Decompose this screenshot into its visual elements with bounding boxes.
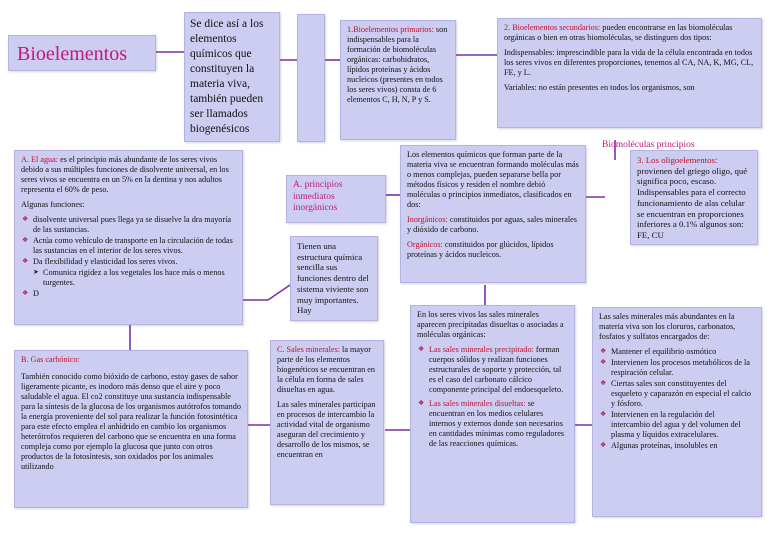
agua-item: ❖ Da flexibilidad y elasticidad los seres vivos. [33, 257, 236, 267]
agua-item: ❖ Actúa como vehículo de transporte en la circulación de todas las sustancias en el interior de los seres vivos. [33, 236, 236, 256]
agua-text: es el principio más abundante de los seres vivos debido a sus múltiples funciones de disolvente universal, en los seres vivos se encuentra en un 5% en la dentina y nos adultos representa el 60% de peso. [21, 155, 229, 194]
agua-heading: A. El agua: [21, 155, 59, 164]
principios-box [400, 145, 586, 283]
inorganicos-text: constituidos por aguas, sales minerales y dióxido de carbono. [407, 215, 577, 234]
precip-label: Las sales minerales precipitado: [429, 345, 534, 354]
sales-text: la mayor parte de los elementos biogenéticos se encuentran en la célula en forma de sales disueltas en agua. [277, 345, 375, 394]
biomoleculas-label: Biomoléculas principios [602, 140, 695, 150]
primarios-text: son indispensables para la formación de biomoléculas orgánicas: carbohidratos, lípidos proteínas y ácidos nucleicos (presentes en todos los seres vivos) consta de 6 elementos C, H, N, P y S. [347, 25, 448, 104]
sales-abund-item: ❖ Mantener el equilibrio osmótico [611, 347, 755, 357]
precip-text: forman cuerpos sólidos y realizan funciones estructurales de soporte y protección, tal es el caso del carbonato cálcico componente principal del endoesqueleto. [429, 345, 564, 394]
tienen-box [290, 236, 378, 321]
page-title: Bioelementos [17, 43, 127, 65]
sales-text2: Las sales minerales participan en procesos de intercambio la actividad vital de organismo aseguran del crecimiento y desarrollo de los mismos, se encuentran en [277, 400, 376, 459]
primarios-box [340, 20, 456, 140]
primarios-heading: 1.Bioelementos primarios: [347, 25, 434, 34]
oligo-box [630, 150, 758, 245]
intro-box [184, 12, 280, 142]
oligo-heading: 3. Los oligoelementos: [637, 155, 718, 165]
agua-item: ❖ disolvente universal pues llega ya se disuelve la dra mayoría de las sustancias. [33, 215, 236, 235]
agua-funciones-label: Algunas funciones: [21, 200, 85, 209]
secundarios-indispensables: Indispensables: imprescindible para la vida de la célula encontrada en todos los seres vivos en diferentes proporciones, tenemos al CA, NA, K, MG, CL, FE, y L. [504, 48, 754, 77]
inorganicos-label: Inorgánicos: [407, 215, 448, 224]
secundarios-box [497, 18, 762, 128]
gas-box [14, 350, 248, 508]
agua-list [21, 215, 236, 299]
agua-box [14, 150, 243, 325]
agua-subitem: ➤ Comunica rigidez a los vegetales los hace más o menos turgentes. [43, 268, 236, 288]
disueltas-text: se encuentran en los medios celulares internos y externos donde son necesarios en cantidades mínimas como reguladores de las reacciones químicas. [429, 399, 565, 448]
sales-abund-item: ❖ Algunas proteínas, insolubles en [611, 441, 755, 451]
sales-vivos-intro: En los seres vivos las sales minerales aparecen precipitadas disueltas o asociadas a moléculas orgánicas: [417, 310, 564, 339]
sales-abund-list [599, 347, 755, 451]
sales-abund-item: ❖ Intervienen los procesos metabólicos de la respiración celular. [611, 358, 755, 378]
sales-abund-box [592, 307, 762, 517]
sales-vivos-item [429, 399, 568, 449]
principios-text: Los elementos químicos que forman parte de la materia viva se encuentran formando moléculas más o menos complejas, pueden separarse bella por métodos físicos y residen el nombre debió moléculas o principios inmediatos, clasificados en dos: [407, 150, 579, 209]
sales-vivos-box [410, 305, 575, 523]
sales-box [270, 340, 384, 505]
secundarios-text: pueden encontrarse en las biomoléculas orgánicas o bien en otras biomoléculas, se distinguen dos tipos: [504, 23, 733, 42]
oligo-text: provienen del griego oligo, qué significa poco, escaso. Indispensables para el correcto funcionamiento de alas celular se encuentran en proporciones inferiores a 0.1% algunos son: FE, CU [637, 165, 748, 241]
sales-abund-item: ❖ Intervienen en la regulación del intercambio del agua y del volumen del plasma y líquidos extracelulares. [611, 410, 755, 440]
sales-vivos-list [417, 345, 568, 449]
organicos-label: Orgánicos: [407, 240, 443, 249]
principios-heading: A. principios inmediatos inorgánicos [293, 180, 343, 214]
gas-text: También conocido como bióxido de carbono, estoy gases de sabor ligeramente picante, es inodoro más denso que el aire y poco saludable el agua. El co2 constituye una sustancia indispensable para la síntesis de la glucosa de los organismos autótrofos tomando la energía proveniente del sol para realizar la función fotosintética para este efecto emplea el anhídrido en cambio los organismos heterótrofos requieren del carbono que se encuentra en una forma compleja como por ejemplo la glucosa que junto con otros productos de la fotosíntesis, son oxidados por los animales utilizando [21, 372, 241, 471]
sales-vivos-item [429, 345, 568, 395]
sales-heading: C. Sales minerales: [277, 345, 340, 354]
title-box [8, 35, 156, 71]
tienen-text: Tienen una estructura química sencilla sus funciones dentro del sistema viviente son muy importantes. Hay [297, 241, 369, 316]
agua-item: ❖ D [33, 289, 236, 299]
secundarios-variables: Variables: no están presentes en todos los organismos, son [504, 83, 695, 92]
sales-abund-intro: Las sales minerales más abundantes en la materia viva son los cloruros, carbonatos, fosfatos y sulfatos encargados de: [599, 312, 736, 341]
sales-abund-item: ❖ Ciertas sales son constituyentes del esqueleto y caparazón en especial el calcio y fósforo. [611, 379, 755, 409]
disueltas-label: Las sales minerales disueltas: [429, 399, 526, 408]
secundarios-heading: 2. Bioelementos secundarios: [504, 23, 601, 32]
intro-text: Se dice así a los elementos químicos que constituyen la materia viva, también pueden ser llamados biogenésicos [190, 18, 264, 135]
gas-heading: B. Gas carbónico: [21, 355, 80, 364]
connector-box [297, 14, 325, 142]
organicos-text: constituidos por glúcidos, lípidos proteínas y ácidos nucleicos. [407, 240, 554, 259]
principios-heading-box [286, 175, 386, 223]
